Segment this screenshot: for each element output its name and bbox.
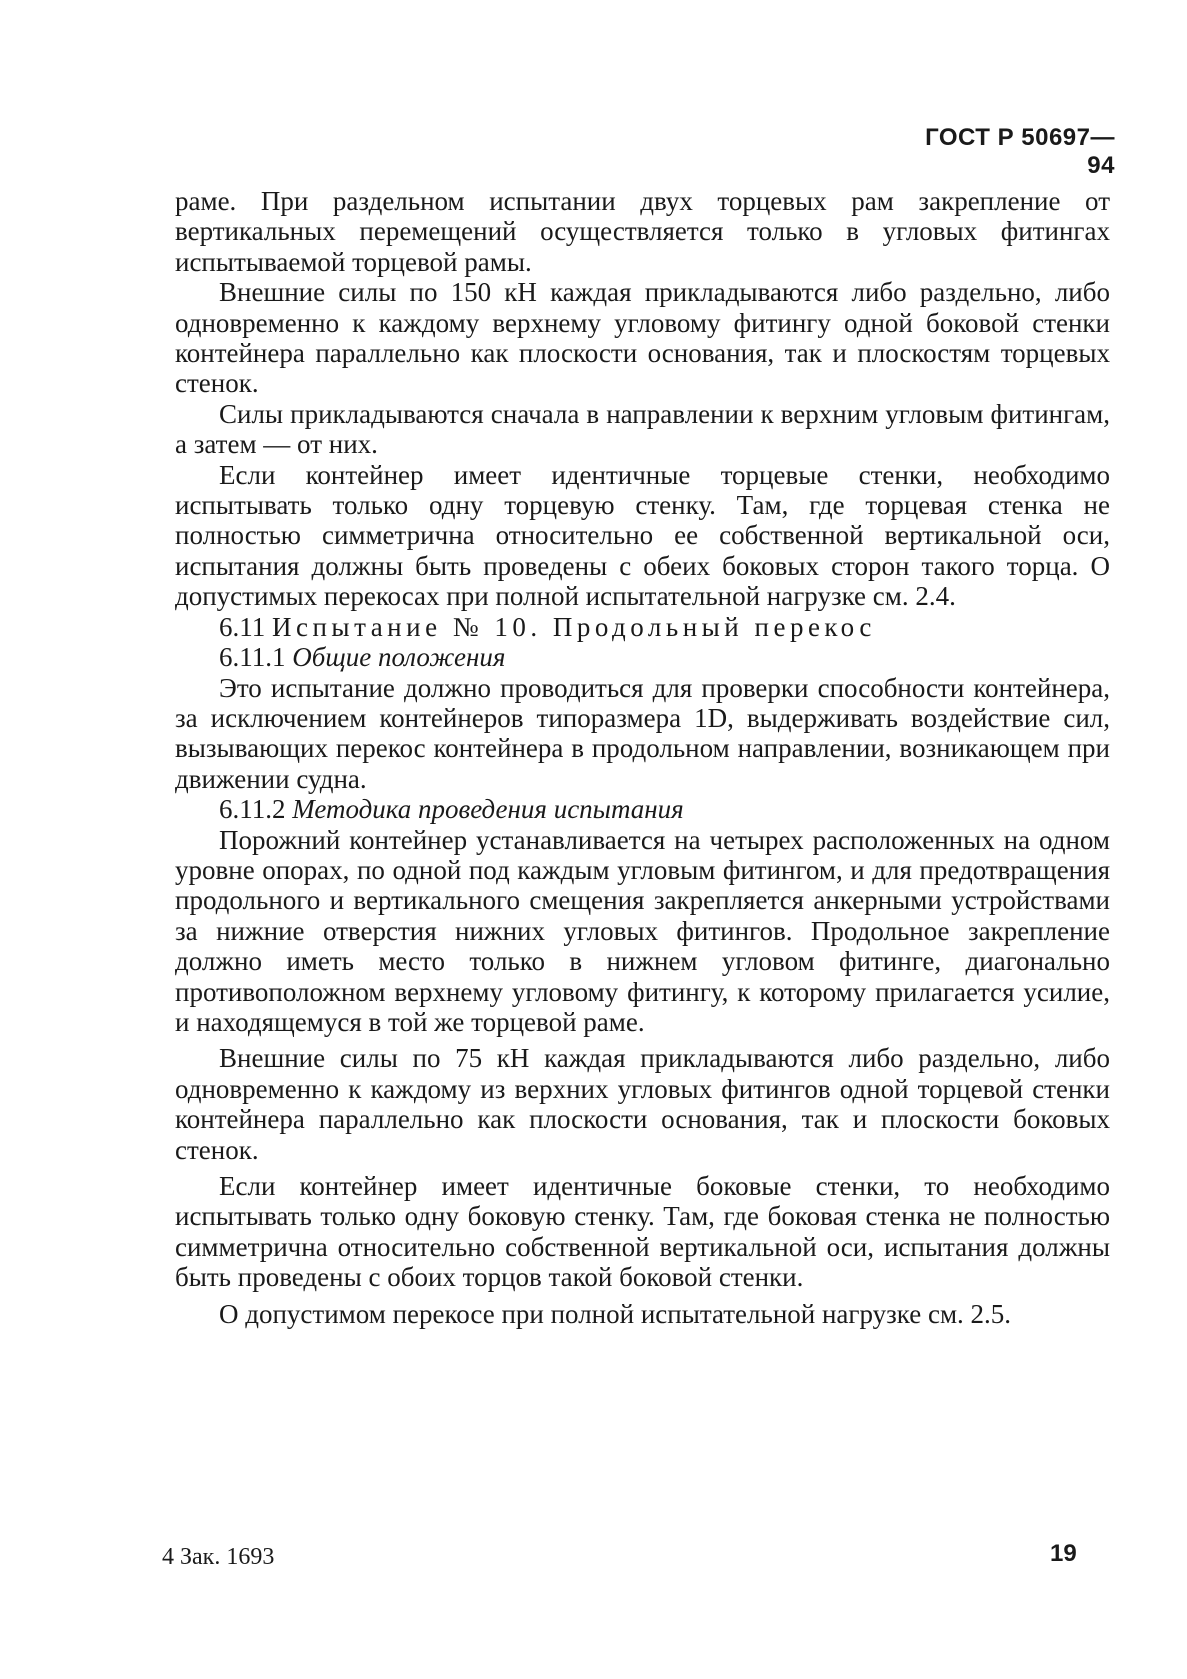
paragraph-6: Порожний контейнер устанавливается на четырех расположенных на одном уровне опорах, по одной под каждым угловым фитингом, и для предотвращения продольного и вертикального смещения закрепляется анкерными устройствами за нижние отверстия нижних угловых фитингов. Продольное закрепление должно иметь место только в нижнем угловом фитинге, диагонально противоположном верхнему угловому фитингу, к которому прилагается усилие, и находящемуся в той же торцевой раме. xyxy=(175,824,1110,1037)
paragraph-7: Внешние силы по 75 кН каждая прикладываются либо раздельно, либо одновременно к каждому из верхних угловых фитингов одной торцевой стенки контейнера параллельно как плоскости основания, так и плоскости боковых стенок. xyxy=(175,1043,1110,1165)
subsection-heading-6-11-2 xyxy=(175,794,1110,824)
paragraph-8: Если контейнер имеет идентичные боковые стенки, то необходимо испытывать только одну боковую стенку. Там, где боковая стенка не полностью симметрична относительно собственной вертикальной оси, испытания должны быть проведены с обоих торцов такой боковой стенки. xyxy=(175,1171,1110,1293)
section-number: 6.11 xyxy=(219,611,266,642)
subsection-number: 6.11.1 xyxy=(219,642,286,673)
subsection-title: Общие положения xyxy=(292,642,506,673)
subsection-number: 6.11.2 xyxy=(219,794,286,825)
paragraph-9: О допустимом перекосе при полной испытательной нагрузке см. 2.5. xyxy=(219,1298,1012,1329)
order-number: 4 Зак. 1693 xyxy=(162,1544,275,1570)
paragraph-1: раме. При раздельном испытании двух торцевых рам закрепление от вертикальных перемещений осуществляется только в угловых фитингах испытываемой торцевой рамы. xyxy=(175,186,1110,277)
subsection-heading-6-11-1 xyxy=(175,642,1110,672)
paragraph-2: Внешние силы по 150 кН каждая прикладываются либо раздельно, либо одновременно к каждому верхнему угловому фитингу одной боковой стенки контейнера параллельно как плоскости основания, так и плоскостям торцевых стенок. xyxy=(175,277,1110,399)
section-heading-6-11 xyxy=(175,612,1110,642)
page-number: 19 xyxy=(1050,1540,1077,1567)
subsection-title: Методика проведения испытания xyxy=(292,794,684,825)
document-code: ГОСТ Р 50697—94 xyxy=(925,124,1115,179)
paragraph-3: Силы прикладываются сначала в направлении к верхним угловым фитингам, а затем — от них. xyxy=(175,398,1110,460)
page-body xyxy=(175,186,1110,1329)
paragraph-5: Это испытание должно проводиться для проверки способности контейнера, за исключением контейнеров типоразмера 1D, выдерживать воздействие сил, вызывающих перекос контейнера в продольном направлении, возникающем при движении судна. xyxy=(175,672,1110,794)
section-title: Испытание № 10. Продольный перекос xyxy=(272,611,876,642)
paragraph-4: Если контейнер имеет идентичные торцевые стенки, необходимо испытывать только одну торцевую стенку. Там, где торцевая стенка не полностью симметрична относительно ее собственной вертикальной оси, испытания должны быть проведены с обеих боковых сторон такого торца. О допустимых перекосах при полной испытательной нагрузке см. 2.4. xyxy=(175,459,1110,612)
